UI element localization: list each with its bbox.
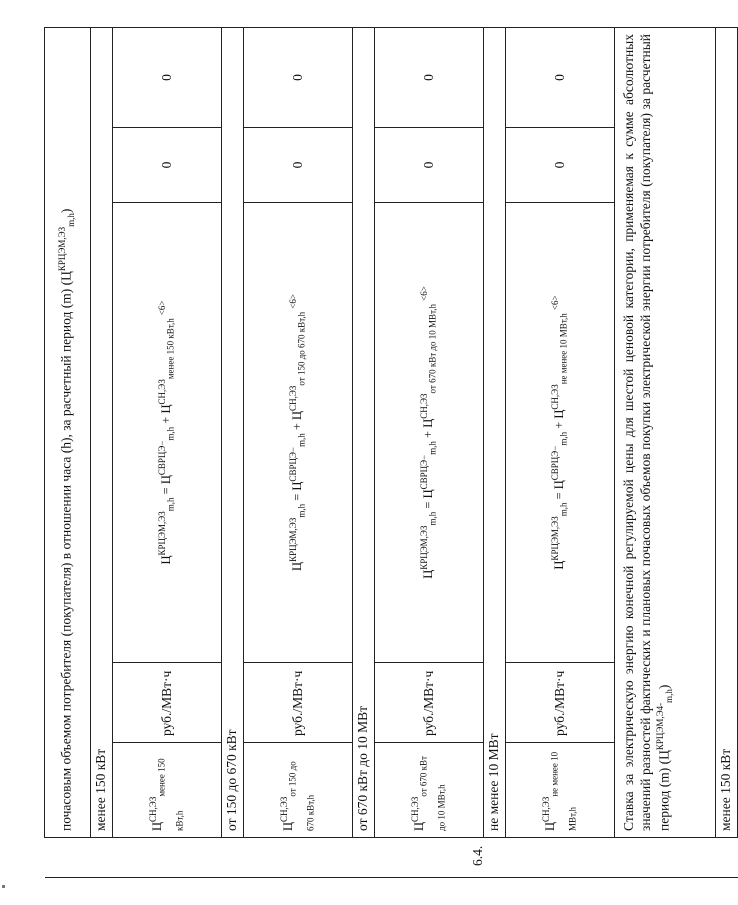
section-title: менее 150 кВт	[716, 27, 738, 837]
table-row	[113, 27, 222, 877]
unit-cell: руб./МВт·ч	[506, 663, 615, 743]
section-title: от 150 до 670 кВт	[222, 27, 244, 837]
unit-cell: руб./МВт·ч	[375, 663, 484, 743]
left-number-column	[45, 838, 738, 878]
value-cell: 0	[375, 128, 484, 203]
item-number: 6.4.	[470, 845, 485, 866]
table-header-text: почасовым объемом потребителя (покупателя) в отношении часа (h), за расчетный период (m) $(Ц^{КРЦЭМ,ЭЗ}_{m,h})$	[45, 27, 91, 837]
rate-symbol: $Ц^{СН,ЭЗ}_{от 150 до 670 кВт,h}$	[244, 743, 353, 838]
section-title: менее 150 кВт	[91, 27, 113, 837]
tariff-table	[44, 27, 738, 878]
section-title: не менее 10 МВт	[484, 27, 506, 837]
rate-symbol: $Ц^{СН,ЭЗ}_{от 670 кВт до 10 МВт,h}$	[375, 743, 484, 838]
rate-symbol: $Ц^{СН,ЭЗ}_{менее 150 кВт,h}$	[113, 743, 222, 838]
formula-cell: $Ц^{КРЦЭМ,ЭЗ}_{m,h} = Ц^{СВРЦЭ-}_{m,h} + Ц^{СН,ЭЗ}_{менее 150 кВт,h}$ $^{<6>}$	[113, 203, 222, 663]
section-title-row	[353, 27, 375, 877]
formula-cell: $Ц^{КРЦЭМ,ЭЗ}_{m,h} = Ц^{СВРЦЭ-}_{m,h} + Ц^{СН,ЭЗ}_{от 150 до 670 кВт,h}$ $^{<6>}$	[244, 203, 353, 663]
rate-symbol: $Ц^{СН,ЭЗ}_{не менее 10 МВт,h}$	[506, 743, 615, 838]
unit-cell: руб./МВт·ч	[113, 663, 222, 743]
value-cell: 0	[244, 27, 353, 127]
section-title-row	[222, 27, 244, 877]
unit-cell: руб./МВт·ч	[244, 663, 353, 743]
section-title: от 670 кВт до 10 МВт	[353, 27, 375, 837]
value-cell: 0	[113, 128, 222, 203]
value-cell: 0	[244, 128, 353, 203]
scan-mark	[2, 885, 5, 888]
table-row	[244, 27, 353, 877]
table-row	[375, 27, 484, 877]
section-title-row	[91, 27, 113, 877]
formula-cell: $Ц^{КРЦЭМ,ЭЗ}_{m,h} = Ц^{СВРЦЭ-}_{m,h} + Ц^{СН,ЭЗ}_{не менее 10 МВт,h}$ $^{<6>}$	[506, 203, 615, 663]
rotated-document-page	[44, 28, 734, 878]
value-cell: 0	[113, 27, 222, 127]
item-description: Ставка за электрическую энергию конечной регулируемой цены для шестой ценовой категории, применяемая к сумме абсолютных значений разностей фактических и плановых почасовых объемов покупки электрической энергии потребителя (покупателя) за расчетный период (m) $(Ц^{КРЦЭМ,Э4-}_{m,h})$	[615, 27, 716, 837]
value-cell: 0	[506, 128, 615, 203]
formula-cell: $Ц^{КРЦЭМ,ЭЗ}_{m,h} = Ц^{СВРЦЭ-}_{m,h} + Ц^{СН,ЭЗ}_{от 670 кВт до 10 МВт,h}$ $^{<6>}$	[375, 203, 484, 663]
value-cell: 0	[506, 27, 615, 127]
value-cell: 0	[375, 27, 484, 127]
table-row	[506, 27, 615, 877]
section-title-row	[484, 27, 506, 877]
